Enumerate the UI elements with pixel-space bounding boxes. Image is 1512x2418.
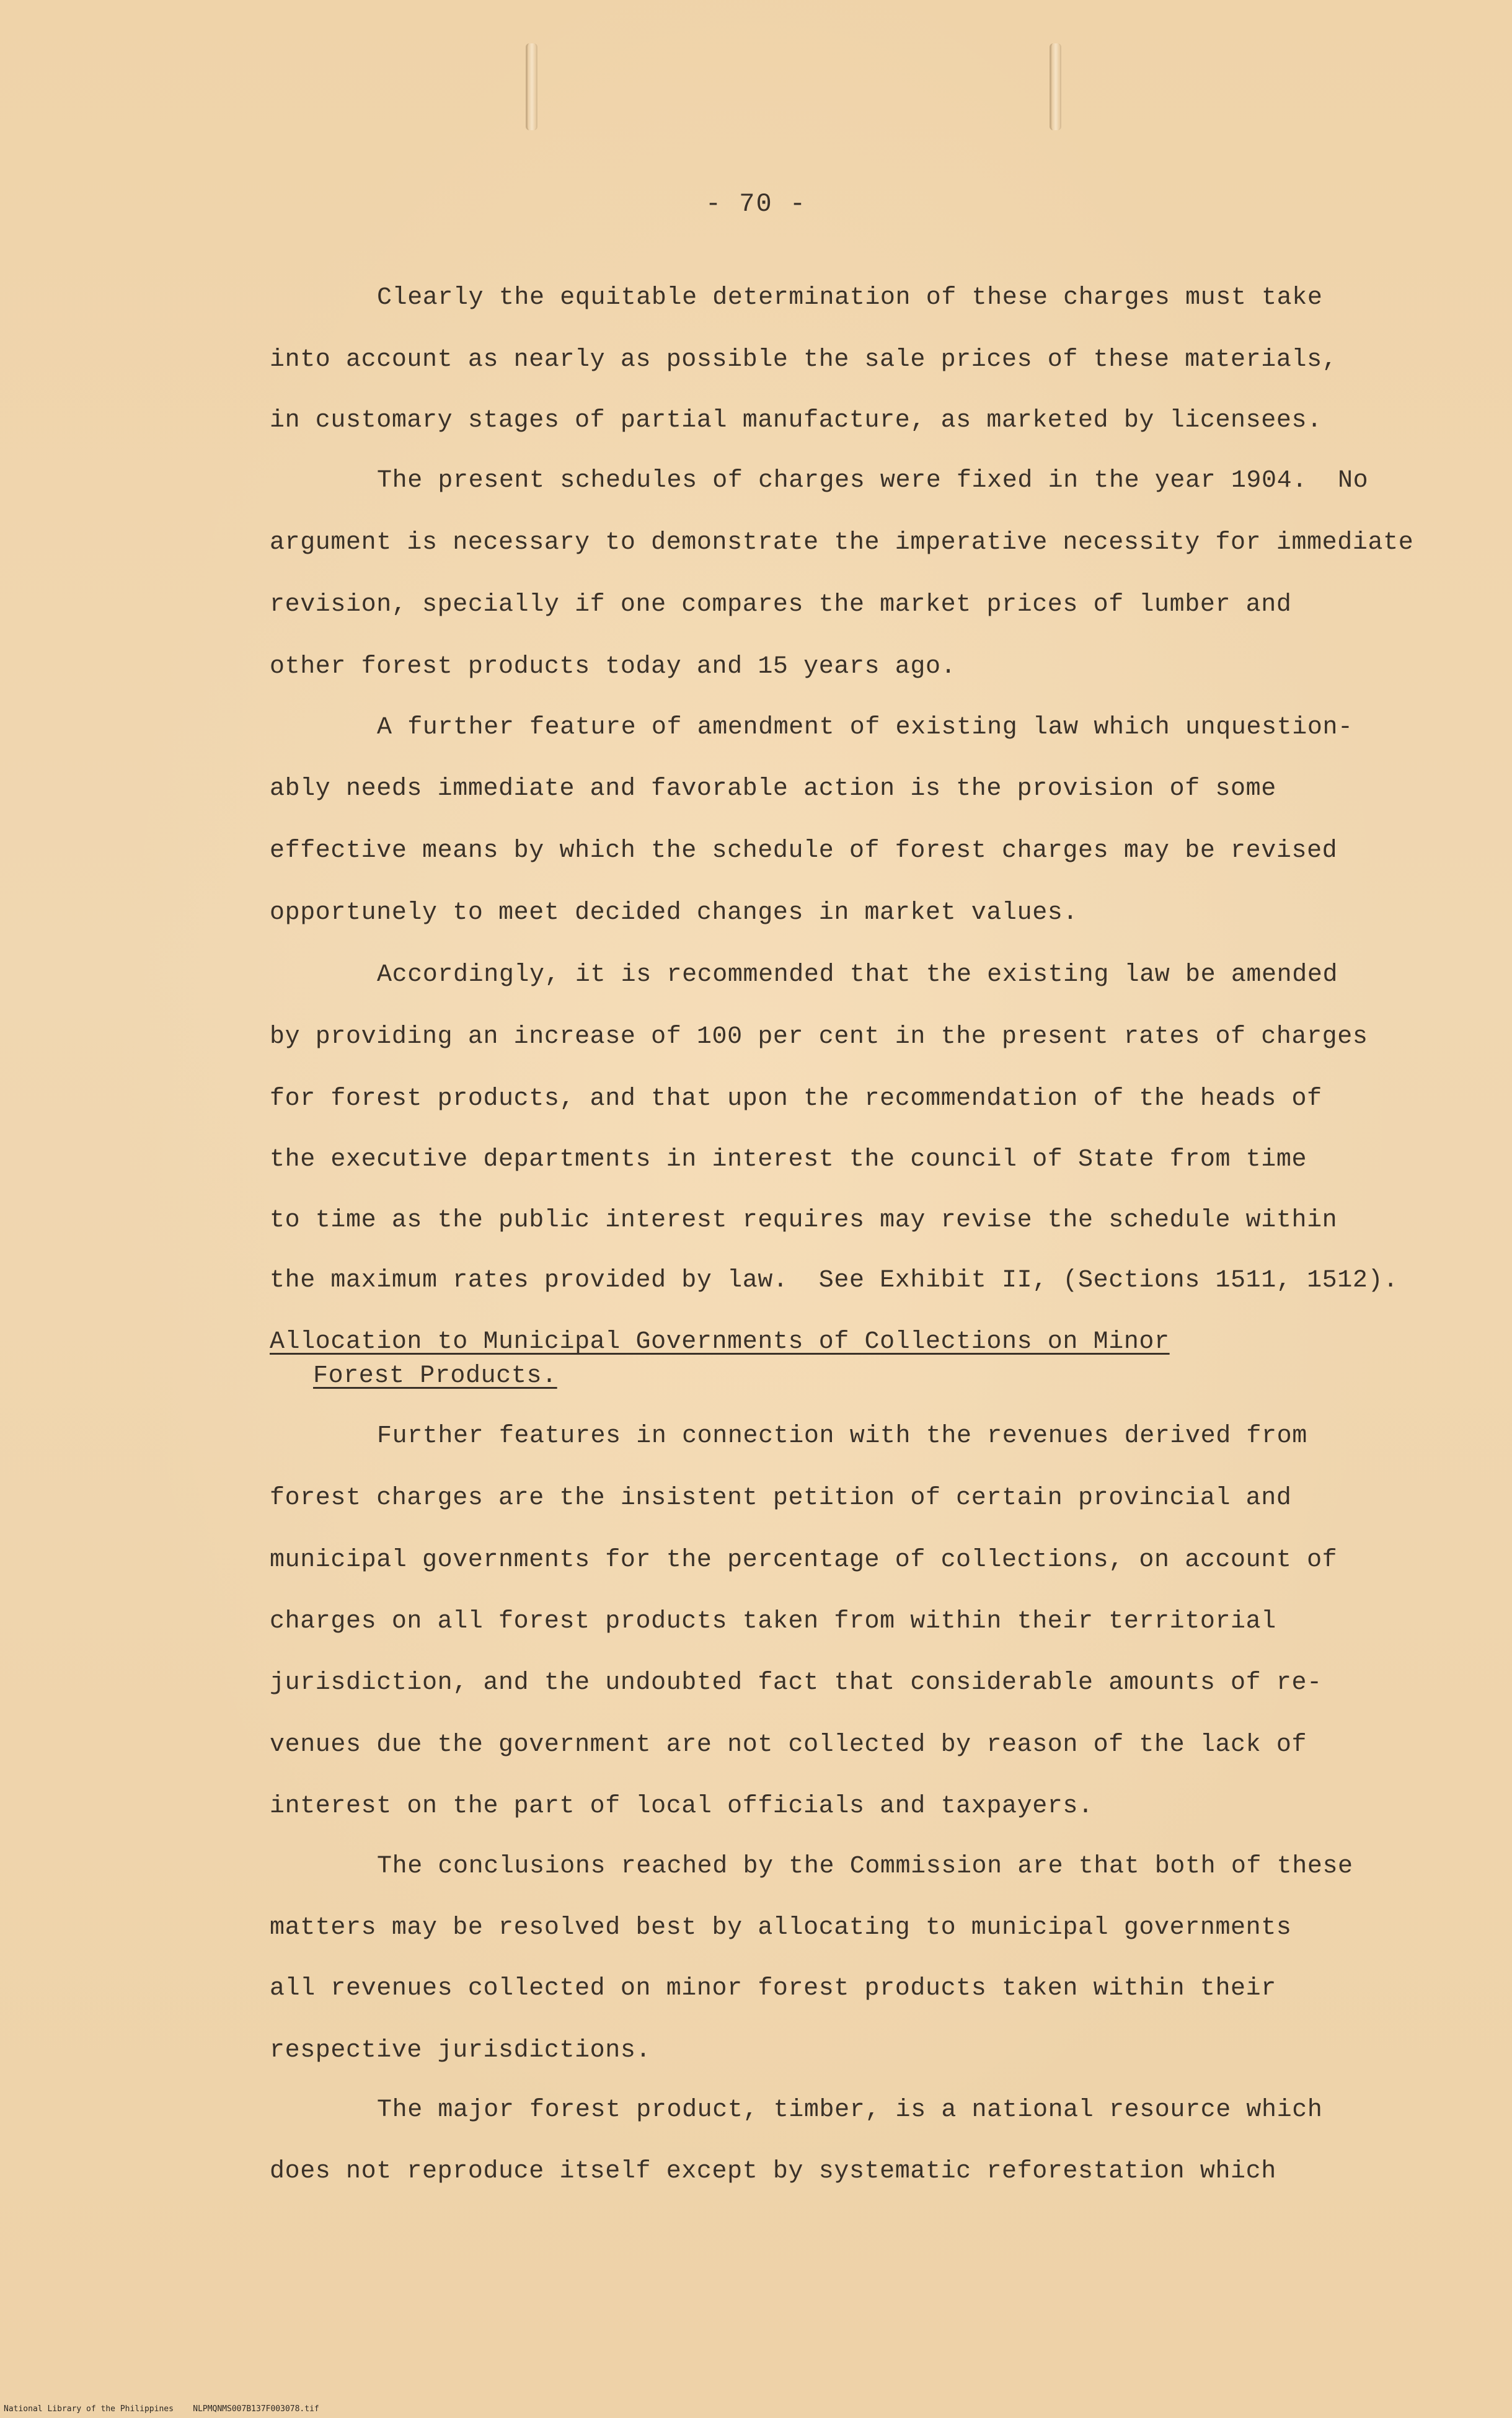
paragraph-3-line-4: opportunely to meet decided changes in market values. (270, 899, 1079, 927)
paragraph-6-line-3: all revenues collected on minor forest products taken within their (270, 1975, 1276, 2003)
paragraph-2-line-4: other forest products today and 15 years ago. (270, 653, 957, 681)
paragraph-3-line-2: ably needs immediate and favorable action is the provision of some (270, 775, 1276, 803)
paragraph-6-line-4: respective jurisdictions. (270, 2037, 652, 2065)
paragraph-5-line-3: municipal governments for the percentage of collections, on account of (270, 1546, 1338, 1574)
binding-hole-right (1050, 43, 1061, 130)
paragraph-5-line-4: charges on all forest products taken from within their territorial (270, 1608, 1276, 1636)
paragraph-6-line-1: The conclusions reached by the Commission are that both of these (377, 1853, 1353, 1880)
paragraph-4-line-4: the executive departments in interest the council of State from time (270, 1146, 1307, 1174)
paragraph-7-line-2: does not reproduce itself except by systematic reforestation which (270, 2158, 1276, 2186)
paragraph-1-line-3: in customary stages of partial manufacture, as marketed by licensees. (270, 407, 1322, 435)
paragraph-4-line-3: for forest products, and that upon the recommendation of the heads of (270, 1085, 1322, 1113)
paragraph-5-line-1: Further features in connection with the revenues derived from (377, 1422, 1307, 1450)
paragraph-1-line-2: into account as nearly as possible the sale prices of these materials, (270, 346, 1338, 374)
archive-footer: National Library of the Philippines NLPMQNMS007B137F003078.tif (4, 2404, 319, 2414)
paragraph-4-line-2: by providing an increase of 100 per cent in the present rates of charges (270, 1023, 1368, 1051)
paragraph-6-line-2: matters may be resolved best by allocating to municipal governments (270, 1914, 1292, 1942)
paragraph-7-line-1: The major forest product, timber, is a national resource which (377, 2096, 1323, 2124)
paragraph-5-line-2: forest charges are the insistent petition of certain provincial and (270, 1484, 1292, 1512)
page-number: - 70 - (705, 189, 807, 219)
section-heading-line-1: Allocation to Municipal Governments of Collections on Minor (270, 1328, 1170, 1356)
binding-hole-left (526, 43, 537, 130)
paragraph-1-line-1: Clearly the equitable determination of these charges must take (377, 284, 1323, 312)
paragraph-3-line-3: effective means by which the schedule of forest charges may be revised (270, 837, 1338, 865)
paragraph-5-line-6: venues due the government are not collected by reason of the lack of (270, 1731, 1307, 1759)
section-heading-line-2: Forest Products. (313, 1362, 557, 1390)
paragraph-4-line-1: Accordingly, it is recommended that the existing law be amended (377, 961, 1338, 989)
paragraph-4-line-6: the maximum rates provided by law. See Exhibit II, (Sections 1511, 1512). (270, 1267, 1399, 1295)
paragraph-3-line-1: A further feature of amendment of existing law which unquestion- (377, 714, 1353, 742)
paragraph-2-line-3: revision, specially if one compares the market prices of lumber and (270, 591, 1292, 619)
paragraph-2-line-1: The present schedules of charges were fixed in the year 1904. No (377, 467, 1369, 495)
paragraph-2-line-2: argument is necessary to demonstrate the imperative necessity for immediate (270, 529, 1414, 557)
paragraph-5-line-7: interest on the part of local officials and taxpayers. (270, 1792, 1094, 1820)
paragraph-4-line-5: to time as the public interest requires may revise the schedule within (270, 1207, 1338, 1234)
paragraph-5-line-5: jurisdiction, and the undoubted fact that considerable amounts of re- (270, 1669, 1322, 1697)
